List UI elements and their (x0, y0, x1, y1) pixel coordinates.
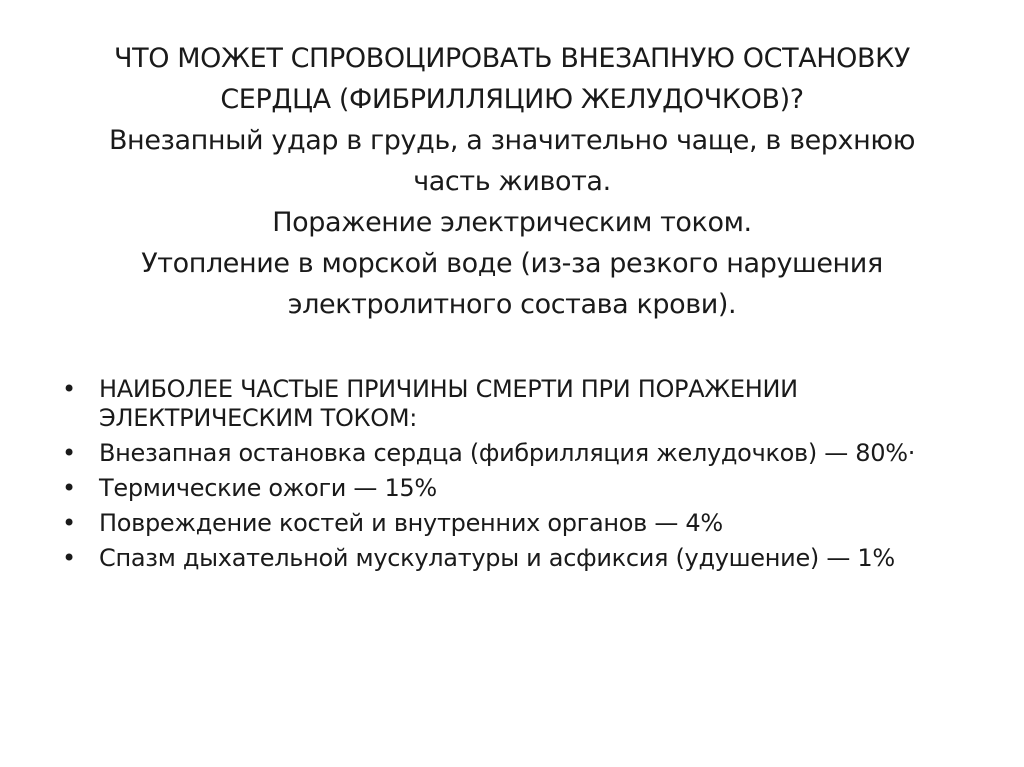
bullet-text: Термические ожоги — 15% (99, 474, 437, 502)
bullet-list (62, 375, 962, 579)
bullet-text: НАИБОЛЕЕ ЧАСТЫЕ ПРИЧИНЫ СМЕРТИ ПРИ ПОРАЖЕНИИ ЭЛЕКТРИЧЕСКИМ ТОКОМ: (99, 375, 798, 432)
bullet-text: Спазм дыхательной мускулатуры и асфиксия (удушение) — 1% (99, 544, 895, 572)
bullet-dot: • (62, 509, 76, 537)
bullet-item (62, 375, 962, 433)
title-line-1: ЧТО МОЖЕТ СПРОВОЦИРОВАТЬ ВНЕЗАПНУЮ ОСТАНОВКУ (114, 43, 910, 74)
title-line-6: Утопление в морской воде (из-за резкого нарушения (141, 248, 883, 279)
bullet-text: Внезапная остановка сердца (фибрилляция желудочков) — 80%· (99, 439, 916, 467)
bullet-dot: • (62, 474, 76, 502)
bullet-dot: • (62, 544, 76, 572)
slide-title (60, 38, 964, 325)
bullet-item (62, 439, 962, 468)
title-line-4: часть живота. (413, 166, 611, 197)
bullet-item (62, 544, 962, 573)
bullet-item (62, 474, 962, 503)
title-line-5: Поражение электрическим током. (272, 207, 752, 238)
bullet-dot: • (62, 375, 76, 403)
bullet-item (62, 509, 962, 538)
title-line-7: электролитного состава крови). (287, 289, 737, 320)
title-line-3: Внезапный удар в грудь, а значительно чаще, в верхнюю (108, 125, 916, 156)
bullet-dot: • (62, 439, 76, 467)
title-line-2: СЕРДЦА (ФИБРИЛЛЯЦИЮ ЖЕЛУДОЧКОВ)? (220, 84, 804, 115)
bullet-text: Повреждение костей и внутренних органов — 4% (99, 509, 723, 537)
